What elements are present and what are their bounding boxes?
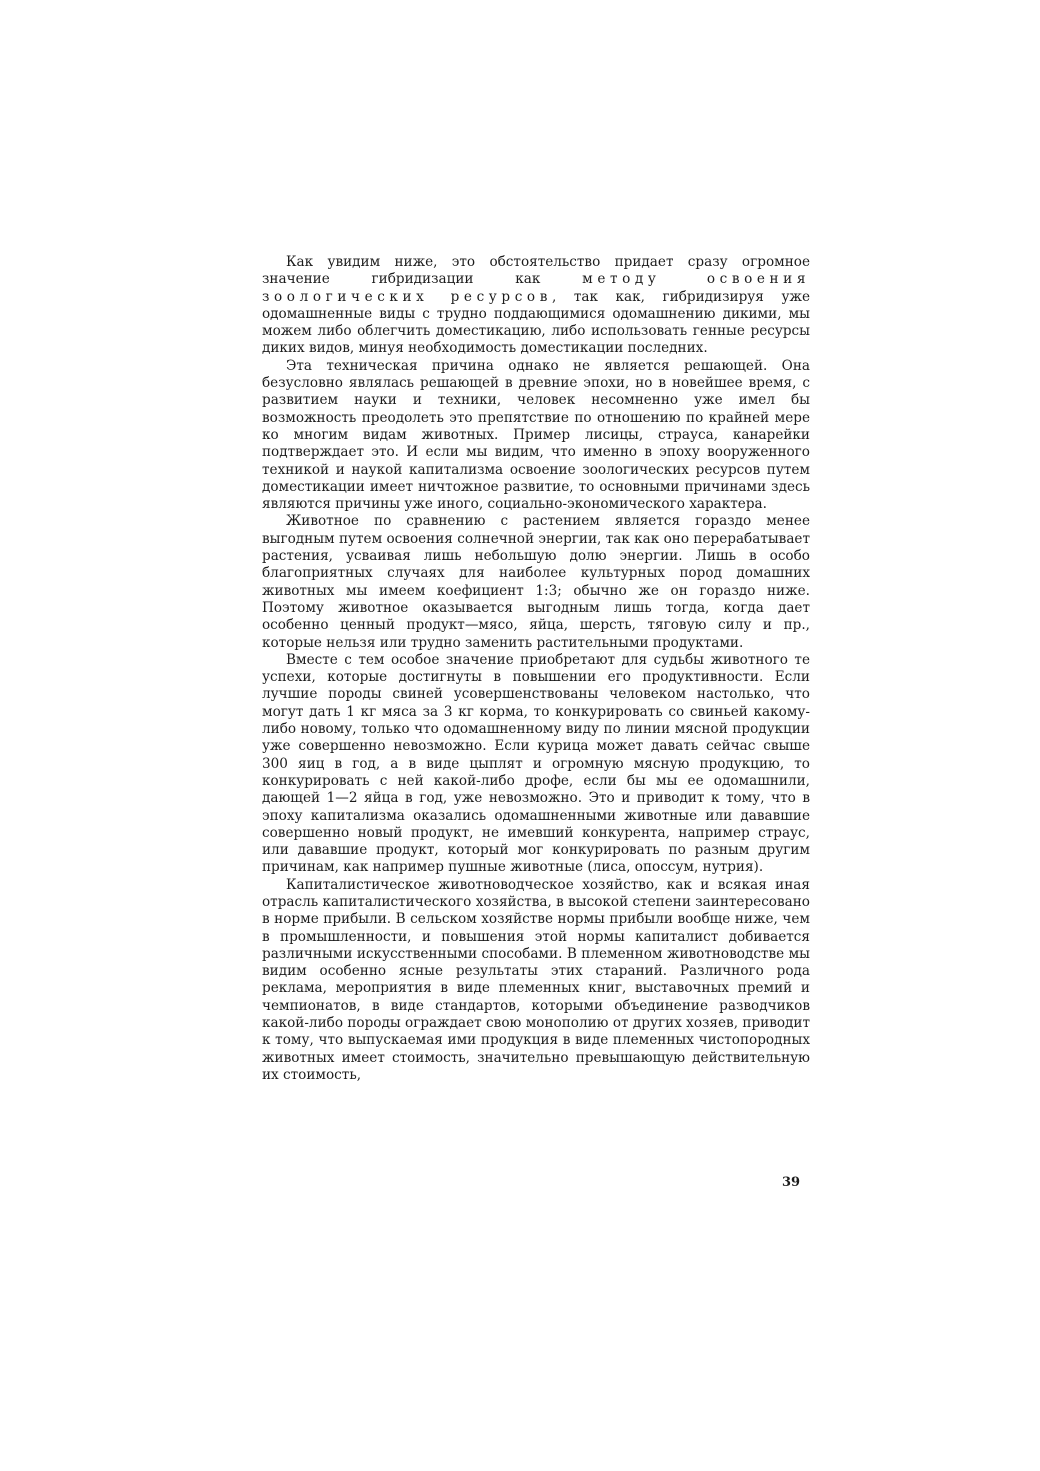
paragraph-5: Капиталистическое животноводческое хозяйство, как и всякая иная отрасль капиталистического хозяйства, в высокой степени заинтересовано в норме прибыли. В сельском хозяйстве нормы прибыли вообще ниже, чем в промышленности, и повышения этой нормы капиталист добивается различными искусственными способами. В племенном животноводстве мы видим особенно ясные результаты этих стараний. Различного рода реклама, мероприятия в виде племенных книг, выставочных премий и чемпионатов, в виде стандартов, которыми объединение разводчиков какой-либо породы ограждает свою монополию от других хозяев, приводит к тому, что выпускаемая ими продукция в виде племенных чистопородных животных имеет стоимость, значительно превышающую действительную их стоимость, xyxy=(262,876,810,1083)
paragraph-3: Животное по сравнению с растением является гораздо менее выгодным путем освоения солнечной энергии, так как оно перерабатывает растения, усваивая лишь небольшую долю энергии. Лишь в особо благоприятных случаях для наиболее культурных пород домашних животных мы имеем коефициент 1:3; обычно же он гораздо ниже. Поэтому животное оказывается выгодным лишь тогда, когда дает особенно ценный продукт—мясо, яйца, шерсть, тяговую силу и пр., которые нельзя или трудно заменить растительными продуктами. xyxy=(262,513,810,651)
paragraph-1-start: Как увидим ниже, это обстоятельство придает сразу огромное значение гибридизации как xyxy=(262,254,810,288)
paragraph-1-end: , так как, гибридизируя уже одомашненные виды с трудно поддающимися одомашнению дикими, мы можем либо облегчить доместикацию, либо использовать генные ресурсы диких видов, минуя необходимость доместикации последних. xyxy=(262,288,810,357)
paragraph-1 xyxy=(262,254,810,358)
body-text xyxy=(262,254,810,1084)
page-number: 39 xyxy=(782,1175,801,1190)
paragraph-4: Вместе с тем особое значение приобретают для судьбы животного те успехи, которые достигнуты в повышении его продуктивности. Если лучшие породы свиней усовершенствованы человеком настолько, что могут дать 1 кг мяса за 3 кг корма, то конкурировать со свиньей какому-либо новому, только что одомашненному виду по линии мясной продукции уже совершенно невозможно. Если курица может давать сейчас свыше 300 яиц в год, а в виде цыплят и огромную мясную продукцию, то конкурировать с ней какой-либо дрофе, если бы мы ее одомашнили, дающей 1—2 яйца в год, уже невозможно. Это и приводит к тому, что в эпоху капитализма оказались одомашненными животные или дававшие совершенно новый продукт, не имевший конкурента, например страус, или дававшие продукт, который мог конкурировать по разным другим причинам, как например пушные животные (лиса, опоссум, нутрия). xyxy=(262,651,810,876)
emphasized-phrase: методу освоения зоологических ресурсов xyxy=(262,271,811,305)
paragraph-2: Эта техническая причина однако не является решающей. Она безусловно являлась решающей в древние эпохи, но в новейшее время, с развитием науки и техники, человек несомненно уже имел бы возможность преодолеть это препятствие по отношению по крайней мере ко многим видам животных. Пример лисицы, страуса, канарейки подтверждает это. И если мы видим, что именно в эпоху вооруженного техникой и наукой капитализма освоение зоологических ресурсов путем доместикации имеет ничтожное развитие, то основными причинами здесь являются причины уже иного, социально-экономического характера. xyxy=(262,357,810,513)
